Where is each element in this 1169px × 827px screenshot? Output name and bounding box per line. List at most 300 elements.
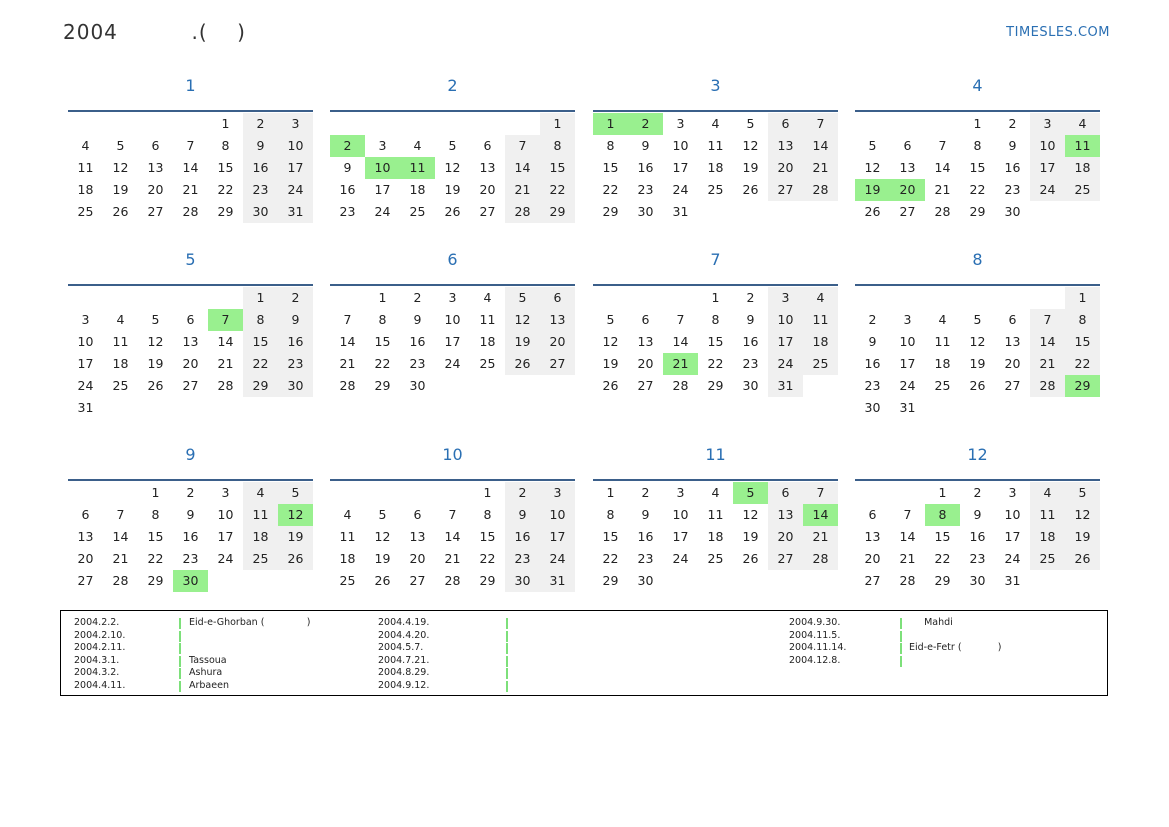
day-cell: 2 (186, 485, 195, 500)
day-cell: 21 (182, 182, 199, 197)
day-cell: 6 (151, 138, 160, 153)
day-cell: 23 (637, 551, 654, 566)
day-cell: 26 (374, 573, 391, 588)
day-cell: 19 (278, 526, 313, 548)
holiday-name: Tassoua (189, 654, 227, 666)
day-cell: 6 (540, 287, 575, 309)
day-cell: 25 (479, 356, 496, 371)
day-cell: 6 (768, 482, 803, 504)
day-cell: 8 (711, 312, 720, 327)
holiday-day-cell: 11 (1065, 135, 1100, 157)
empty-day-cell (68, 287, 103, 309)
holiday-day-cell: 7 (208, 309, 243, 331)
holiday-marker (506, 618, 508, 629)
day-cell: 8 (973, 138, 982, 153)
day-cell: 12 (1065, 504, 1100, 526)
day-cell: 21 (1030, 353, 1065, 375)
day-cell: 8 (606, 507, 615, 522)
day-cell: 8 (151, 507, 160, 522)
day-cell: 8 (483, 507, 492, 522)
day-cell: 21 (934, 182, 951, 197)
day-cell: 15 (217, 160, 234, 175)
empty-day-cell (365, 482, 400, 504)
day-cell: 18 (243, 526, 278, 548)
day-cell: 15 (479, 529, 496, 544)
day-cell: 9 (505, 504, 540, 526)
month-days (855, 110, 1100, 223)
holiday-marker (179, 668, 181, 679)
day-cell: 17 (444, 334, 461, 349)
day-cell: 20 (182, 356, 199, 371)
holiday-marker (506, 668, 508, 679)
day-cell: 7 (938, 138, 947, 153)
holiday-marker (900, 631, 902, 642)
month-days (593, 479, 838, 592)
day-cell: 31 (1004, 573, 1021, 588)
month-10 (330, 445, 575, 592)
day-cell: 25 (1030, 548, 1065, 570)
day-cell: 14 (217, 334, 234, 349)
day-cell: 6 (768, 113, 803, 135)
month-6 (330, 250, 575, 397)
day-cell: 16 (637, 529, 654, 544)
month-11 (593, 445, 838, 592)
day-cell: 10 (1004, 507, 1021, 522)
holiday-day-cell: 8 (925, 504, 960, 526)
day-cell: 27 (768, 179, 803, 201)
day-cell: 8 (540, 135, 575, 157)
holiday-date: 2004.2.11. (74, 642, 126, 653)
holiday-date: 2004.8.29. (378, 667, 430, 678)
day-cell: 18 (112, 356, 129, 371)
day-cell: 4 (1030, 482, 1065, 504)
day-cell: 17 (768, 331, 803, 353)
day-cell: 11 (243, 504, 278, 526)
holiday-marker (506, 643, 508, 654)
day-cell: 22 (147, 551, 164, 566)
day-cell: 30 (637, 204, 654, 219)
day-cell: 13 (768, 135, 803, 157)
day-cell: 1 (938, 485, 947, 500)
empty-day-cell (400, 113, 435, 135)
day-cell: 6 (186, 312, 195, 327)
day-cell: 3 (768, 287, 803, 309)
day-cell: 1 (711, 290, 720, 305)
day-cell: 16 (243, 157, 278, 179)
empty-day-cell (138, 287, 173, 309)
day-cell: 29 (602, 573, 619, 588)
day-cell: 15 (374, 334, 391, 349)
day-cell: 12 (374, 529, 391, 544)
day-cell: 5 (448, 138, 457, 153)
day-cell: 10 (444, 312, 461, 327)
day-cell: 28 (672, 378, 689, 393)
day-cell: 18 (479, 334, 496, 349)
day-cell: 15 (934, 529, 951, 544)
day-cell: 23 (339, 204, 356, 219)
month-2 (330, 76, 575, 223)
day-cell: 9 (243, 135, 278, 157)
day-cell: 8 (606, 138, 615, 153)
month-title: 6 (447, 250, 458, 269)
day-cell: 28 (217, 378, 234, 393)
holiday-name: Ashura (189, 667, 223, 678)
empty-day-cell (890, 113, 925, 135)
day-cell: 28 (1030, 375, 1065, 397)
holiday-day-cell: 5 (733, 482, 768, 504)
day-cell: 8 (378, 312, 387, 327)
day-cell: 23 (969, 551, 986, 566)
holiday-name: Eid-e-Fetr ( ) (909, 642, 1002, 653)
holiday-marker (900, 656, 902, 667)
day-cell: 16 (637, 160, 654, 175)
day-cell: 3 (378, 138, 387, 153)
day-cell: 10 (540, 504, 575, 526)
day-cell: 2 (278, 287, 313, 309)
day-cell: 20 (479, 182, 496, 197)
empty-day-cell (960, 287, 995, 309)
day-cell: 12 (602, 334, 619, 349)
holiday-day-cell: 19 (855, 179, 890, 201)
day-cell: 28 (803, 548, 838, 570)
day-cell: 22 (243, 353, 278, 375)
day-cell: 14 (803, 135, 838, 157)
day-cell: 30 (864, 400, 881, 415)
day-cell: 14 (112, 529, 129, 544)
day-cell: 16 (1004, 160, 1021, 175)
day-cell: 13 (147, 160, 164, 175)
day-cell: 14 (182, 160, 199, 175)
day-cell: 26 (742, 551, 759, 566)
day-cell: 1 (221, 116, 230, 131)
day-cell: 13 (479, 160, 496, 175)
day-cell: 18 (1065, 157, 1100, 179)
day-cell: 27 (409, 573, 426, 588)
holiday-date: 2004.2.10. (74, 629, 126, 641)
holiday-date: 2004.3.2. (74, 667, 120, 678)
empty-day-cell (925, 287, 960, 309)
holiday-day-cell: 1 (593, 113, 628, 135)
day-cell: 23 (1004, 182, 1021, 197)
empty-day-cell (400, 482, 435, 504)
empty-day-cell (628, 287, 663, 309)
holiday-marker (179, 643, 181, 654)
day-cell: 11 (479, 312, 496, 327)
day-cell: 30 (243, 201, 278, 223)
day-cell: 6 (903, 138, 912, 153)
day-cell: 7 (903, 507, 912, 522)
day-cell: 15 (243, 331, 278, 353)
day-cell: 24 (672, 551, 689, 566)
day-cell: 2 (243, 113, 278, 135)
day-cell: 23 (637, 182, 654, 197)
day-cell: 25 (803, 353, 838, 375)
day-cell: 24 (374, 204, 391, 219)
day-cell: 9 (278, 309, 313, 331)
day-cell: 5 (151, 312, 160, 327)
day-cell: 9 (413, 312, 422, 327)
day-cell: 7 (1030, 309, 1065, 331)
day-cell: 26 (112, 204, 129, 219)
day-cell: 29 (969, 204, 986, 219)
day-cell: 24 (1030, 179, 1065, 201)
day-cell: 21 (112, 551, 129, 566)
day-cell: 9 (973, 507, 982, 522)
day-cell: 31 (768, 375, 803, 397)
month-days (855, 479, 1100, 592)
month-days (68, 110, 313, 223)
month-title: 12 (967, 445, 988, 464)
day-cell: 26 (278, 548, 313, 570)
holiday-date: 2004.4.20. (378, 629, 430, 641)
day-cell: 27 (864, 573, 881, 588)
day-cell: 23 (409, 356, 426, 371)
day-cell: 27 (479, 204, 496, 219)
empty-day-cell (365, 113, 400, 135)
day-cell: 19 (742, 529, 759, 544)
day-cell: 8 (221, 138, 230, 153)
day-cell: 20 (1004, 356, 1021, 371)
day-cell: 10 (217, 507, 234, 522)
day-cell: 24 (768, 353, 803, 375)
empty-day-cell (470, 113, 505, 135)
holiday-name: Arbaeen (189, 679, 229, 691)
month-days (330, 110, 575, 223)
day-cell: 12 (112, 160, 129, 175)
month-title: 7 (710, 250, 721, 269)
day-cell: 9 (746, 312, 755, 327)
empty-day-cell (103, 287, 138, 309)
day-cell: 10 (768, 309, 803, 331)
day-cell: 22 (602, 182, 619, 197)
day-cell: 1 (606, 485, 615, 500)
day-cell: 10 (1030, 135, 1065, 157)
day-cell: 5 (746, 116, 755, 131)
day-cell: 11 (707, 507, 724, 522)
day-cell: 25 (112, 378, 129, 393)
day-cell: 19 (742, 160, 759, 175)
holiday-name: Eid-e-Ghorban ( ) (189, 617, 311, 628)
day-cell: 15 (602, 160, 619, 175)
day-cell: 4 (1065, 113, 1100, 135)
day-cell: 2 (641, 485, 650, 500)
day-cell: 9 (641, 507, 650, 522)
day-cell: 13 (864, 529, 881, 544)
day-cell: 3 (448, 290, 457, 305)
day-cell: 23 (243, 179, 278, 201)
day-cell: 9 (868, 334, 877, 349)
holiday-day-cell: 10 (365, 157, 400, 179)
holiday-date: 2004.2.2. (74, 617, 120, 628)
day-cell: 18 (409, 182, 426, 197)
day-cell: 24 (77, 378, 94, 393)
month-8 (855, 250, 1100, 419)
empty-day-cell (995, 287, 1030, 309)
month-title: 9 (185, 445, 196, 464)
day-cell: 25 (1065, 179, 1100, 201)
day-cell: 21 (803, 526, 838, 548)
day-cell: 26 (444, 204, 461, 219)
day-cell: 20 (864, 551, 881, 566)
day-cell: 9 (641, 138, 650, 153)
day-cell: 27 (637, 378, 654, 393)
day-cell: 3 (1008, 485, 1017, 500)
day-cell: 13 (77, 529, 94, 544)
day-cell: 6 (641, 312, 650, 327)
holiday-notes (60, 610, 1108, 696)
empty-day-cell (330, 113, 365, 135)
day-cell: 18 (339, 551, 356, 566)
holiday-marker (179, 631, 181, 642)
holiday-marker (900, 618, 902, 629)
day-cell: 12 (505, 309, 540, 331)
holiday-date: 2004.4.19. (378, 617, 430, 628)
day-cell: 17 (1004, 529, 1021, 544)
day-cell: 24 (444, 356, 461, 371)
holiday-day-cell: 29 (1065, 375, 1100, 397)
day-cell: 17 (672, 529, 689, 544)
holiday-date: 2004.5.7. (378, 642, 424, 653)
holiday-marker (506, 656, 508, 667)
holiday-date: 2004.7.21. (378, 654, 430, 666)
day-cell: 15 (1065, 331, 1100, 353)
day-cell: 10 (278, 135, 313, 157)
empty-day-cell (1030, 287, 1065, 309)
day-cell: 5 (505, 287, 540, 309)
day-cell: 23 (864, 378, 881, 393)
day-cell: 27 (768, 548, 803, 570)
day-cell: 18 (707, 160, 724, 175)
day-cell: 22 (969, 182, 986, 197)
day-cell: 13 (637, 334, 654, 349)
day-cell: 26 (505, 353, 540, 375)
day-cell: 22 (540, 179, 575, 201)
day-cell: 14 (505, 157, 540, 179)
holiday-day-cell: 21 (663, 353, 698, 375)
day-cell: 16 (409, 334, 426, 349)
day-cell: 25 (339, 573, 356, 588)
day-cell: 22 (374, 356, 391, 371)
day-cell: 25 (77, 204, 94, 219)
day-cell: 26 (864, 204, 881, 219)
day-cell: 29 (374, 378, 391, 393)
day-cell: 10 (899, 334, 916, 349)
month-days (855, 284, 1100, 419)
empty-day-cell (330, 287, 365, 309)
empty-day-cell (330, 482, 365, 504)
day-cell: 3 (1030, 113, 1065, 135)
day-cell: 19 (374, 551, 391, 566)
empty-day-cell (138, 113, 173, 135)
month-days (330, 479, 575, 592)
month-4 (855, 76, 1100, 223)
day-cell: 5 (606, 312, 615, 327)
day-cell: 20 (147, 182, 164, 197)
day-cell: 26 (1065, 548, 1100, 570)
holiday-date: 2004.12.8. (789, 654, 841, 666)
day-cell: 28 (803, 179, 838, 201)
day-cell: 3 (676, 485, 685, 500)
day-cell: 20 (77, 551, 94, 566)
day-cell: 12 (742, 507, 759, 522)
holiday-marker (506, 631, 508, 642)
day-cell: 11 (112, 334, 129, 349)
empty-day-cell (103, 482, 138, 504)
day-cell: 29 (707, 378, 724, 393)
day-cell: 21 (803, 157, 838, 179)
day-cell: 23 (742, 356, 759, 371)
day-cell: 11 (803, 309, 838, 331)
day-cell: 28 (505, 201, 540, 223)
day-cell: 22 (479, 551, 496, 566)
month-title: 11 (705, 445, 726, 464)
site-link[interactable]: TIMESLES.COM (1006, 25, 1110, 40)
day-cell: 12 (444, 160, 461, 175)
day-cell: 16 (182, 529, 199, 544)
day-cell: 29 (602, 204, 619, 219)
day-cell: 20 (637, 356, 654, 371)
empty-day-cell (68, 482, 103, 504)
day-cell: 7 (803, 482, 838, 504)
day-cell: 25 (707, 551, 724, 566)
day-cell: 20 (540, 331, 575, 353)
day-cell: 1 (1065, 287, 1100, 309)
day-cell: 19 (112, 182, 129, 197)
empty-day-cell (68, 113, 103, 135)
day-cell: 29 (147, 573, 164, 588)
month-days (330, 284, 575, 397)
day-cell: 10 (672, 138, 689, 153)
day-cell: 25 (707, 182, 724, 197)
day-cell: 27 (147, 204, 164, 219)
month-title: 3 (710, 76, 721, 95)
day-cell: 4 (938, 312, 947, 327)
day-cell: 4 (413, 138, 422, 153)
day-cell: 14 (444, 529, 461, 544)
empty-day-cell (663, 287, 698, 309)
empty-day-cell (435, 482, 470, 504)
holiday-name: Mahdi (909, 617, 953, 628)
day-cell: 15 (969, 160, 986, 175)
day-cell: 16 (339, 182, 356, 197)
day-cell: 12 (969, 334, 986, 349)
day-cell: 24 (672, 182, 689, 197)
day-cell: 4 (711, 116, 720, 131)
day-cell: 4 (711, 485, 720, 500)
day-cell: 6 (868, 507, 877, 522)
day-cell: 14 (899, 529, 916, 544)
holiday-marker (900, 643, 902, 654)
day-cell: 2 (505, 482, 540, 504)
day-cell: 18 (707, 529, 724, 544)
day-cell: 6 (413, 507, 422, 522)
day-cell: 30 (742, 378, 759, 393)
holiday-date: 2004.9.30. (789, 617, 841, 628)
empty-day-cell (925, 113, 960, 135)
day-cell: 24 (217, 551, 234, 566)
day-cell: 7 (676, 312, 685, 327)
day-cell: 11 (934, 334, 951, 349)
empty-day-cell (890, 287, 925, 309)
day-cell: 19 (602, 356, 619, 371)
day-cell: 8 (1065, 309, 1100, 331)
empty-day-cell (103, 113, 138, 135)
day-cell: 30 (278, 375, 313, 397)
empty-day-cell (593, 287, 628, 309)
day-cell: 21 (899, 551, 916, 566)
day-cell: 3 (81, 312, 90, 327)
day-cell: 5 (116, 138, 125, 153)
